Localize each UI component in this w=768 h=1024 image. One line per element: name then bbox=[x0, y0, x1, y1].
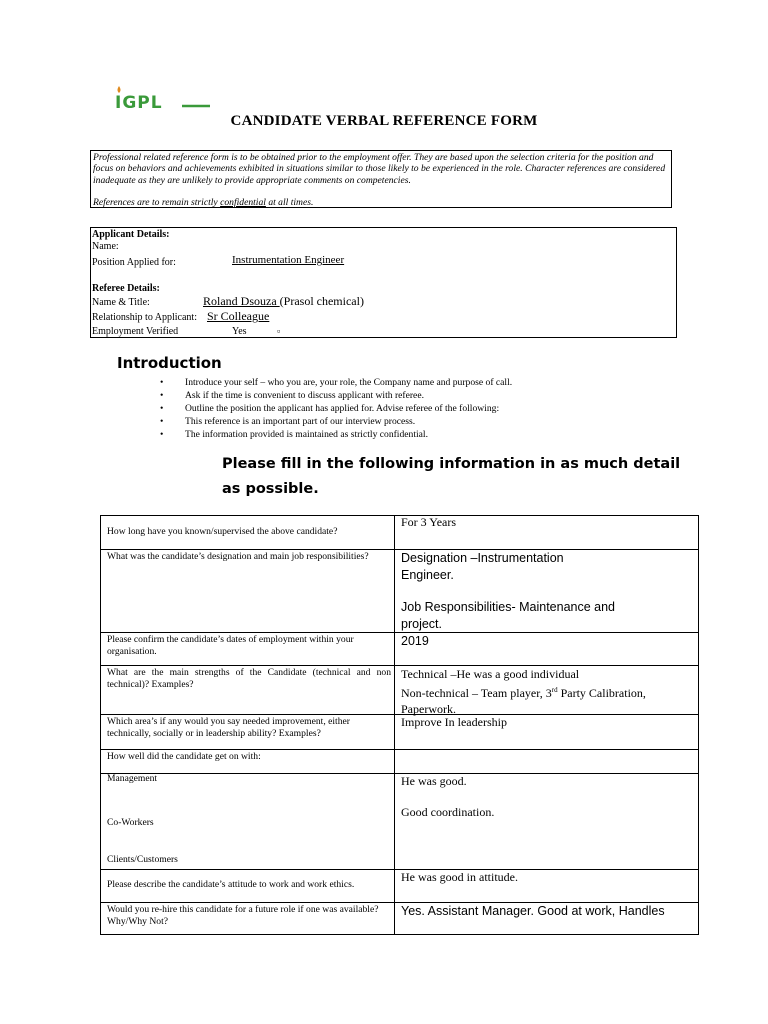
answer-attitude[interactable]: He was good in attitude. bbox=[401, 870, 518, 884]
list-item: • The information provided is maintained as strictly confidential. bbox=[160, 428, 512, 441]
position-value: Instrumentation Engineer bbox=[232, 254, 345, 266]
answer-improvement[interactable]: Improve In leadership bbox=[401, 715, 507, 729]
applicant-name-label: Name: bbox=[92, 241, 119, 252]
question-rehire: Would you re-hire this candidate for a future role if one was available? Why/Why Not? bbox=[107, 904, 379, 927]
question-get-on-with: How well did the candidate get on with: bbox=[107, 751, 261, 762]
question-designation: What was the candidate’s designation and main job responsibilities? bbox=[107, 551, 369, 562]
question-improvement: Which area’s if any would you say needed improvement, either technically, socially or in leadership ability? Examples? bbox=[107, 716, 350, 739]
question-known-duration: How long have you known/supervised the above candidate? bbox=[107, 526, 338, 537]
answer-employment-dates[interactable]: 2019 bbox=[401, 634, 429, 648]
verified-checkbox[interactable]: ▫ bbox=[277, 326, 281, 336]
question-employment-dates: Please confirm the candidate’s dates of employment within your organisation. bbox=[107, 634, 354, 657]
fill-instruction-heading: Please fill in the following information in as much detail as possible. bbox=[222, 456, 681, 497]
answer-rehire[interactable]: Yes. Assistant Manager. Good at work, Handles bbox=[401, 904, 665, 918]
confidentiality-notice bbox=[90, 150, 672, 208]
answer-strengths[interactable]: Technical –He was a good individual Non-technical – Team player, 3rd Party Calibration, Paperwork. bbox=[401, 667, 646, 716]
verified-value: Yes bbox=[232, 326, 247, 337]
relationship-label: Relationship to Applicant: bbox=[92, 312, 197, 323]
position-label: Position Applied for: bbox=[92, 257, 176, 268]
question-strengths: What are the main strengths of the Candidate (technical and non technical)? Examples? bbox=[107, 667, 391, 690]
referee-name-value: Roland Dsouza (Prasol chemical) bbox=[203, 294, 364, 308]
notice-confidential: References are to remain strictly confidential at all times. bbox=[93, 196, 314, 208]
answer-designation[interactable]: Designation –Instrumentation Engineer. Job Responsibilities- Maintenance and project. bbox=[401, 551, 616, 631]
introduction-heading: Introduction bbox=[117, 354, 222, 372]
label-clients: Clients/Customers bbox=[107, 854, 178, 865]
verified-label: Employment Verified bbox=[92, 326, 179, 337]
introduction-list bbox=[160, 376, 512, 441]
form-title: CANDIDATE VERBAL REFERENCE FORM bbox=[230, 113, 538, 129]
notice-text: Professional related reference form is to be obtained prior to the employment offer. They are based upon the selection criteria for the position and focus on behaviors and achievements exhibited in situations similar to those likely to be experienced in the role. Character references are considered inadequate as they are unlikely to provide appropriate comments on competencies. bbox=[93, 152, 666, 186]
list-item: • Introduce your self – who you are, your role, the Company name and purpose of call. bbox=[160, 376, 512, 389]
applicant-heading: Applicant Details: bbox=[92, 229, 170, 240]
company-logo bbox=[112, 84, 212, 114]
answer-co-workers[interactable]: Good coordination. bbox=[401, 805, 495, 819]
list-item: • This reference is an important part of our interview process. bbox=[160, 415, 512, 428]
answer-management[interactable]: He was good. bbox=[401, 774, 467, 788]
details-box bbox=[90, 227, 677, 338]
list-item: • Ask if the time is convenient to discuss applicant with referee. bbox=[160, 389, 512, 402]
relationship-value: Sr Colleague bbox=[207, 309, 270, 323]
label-management: Management bbox=[107, 773, 158, 784]
list-item: • Outline the position the applicant has applied for. Advise referee of the following: bbox=[160, 402, 512, 415]
referee-heading: Referee Details: bbox=[92, 283, 160, 294]
reference-questions-table bbox=[100, 515, 699, 935]
answer-known-duration[interactable]: For 3 Years bbox=[401, 515, 457, 529]
question-attitude: Please describe the candidate’s attitude to work and work ethics. bbox=[107, 879, 355, 890]
logo-text: IGPL bbox=[115, 93, 163, 113]
label-co-workers: Co-Workers bbox=[107, 817, 154, 828]
referee-name-label: Name & Title: bbox=[92, 297, 150, 308]
